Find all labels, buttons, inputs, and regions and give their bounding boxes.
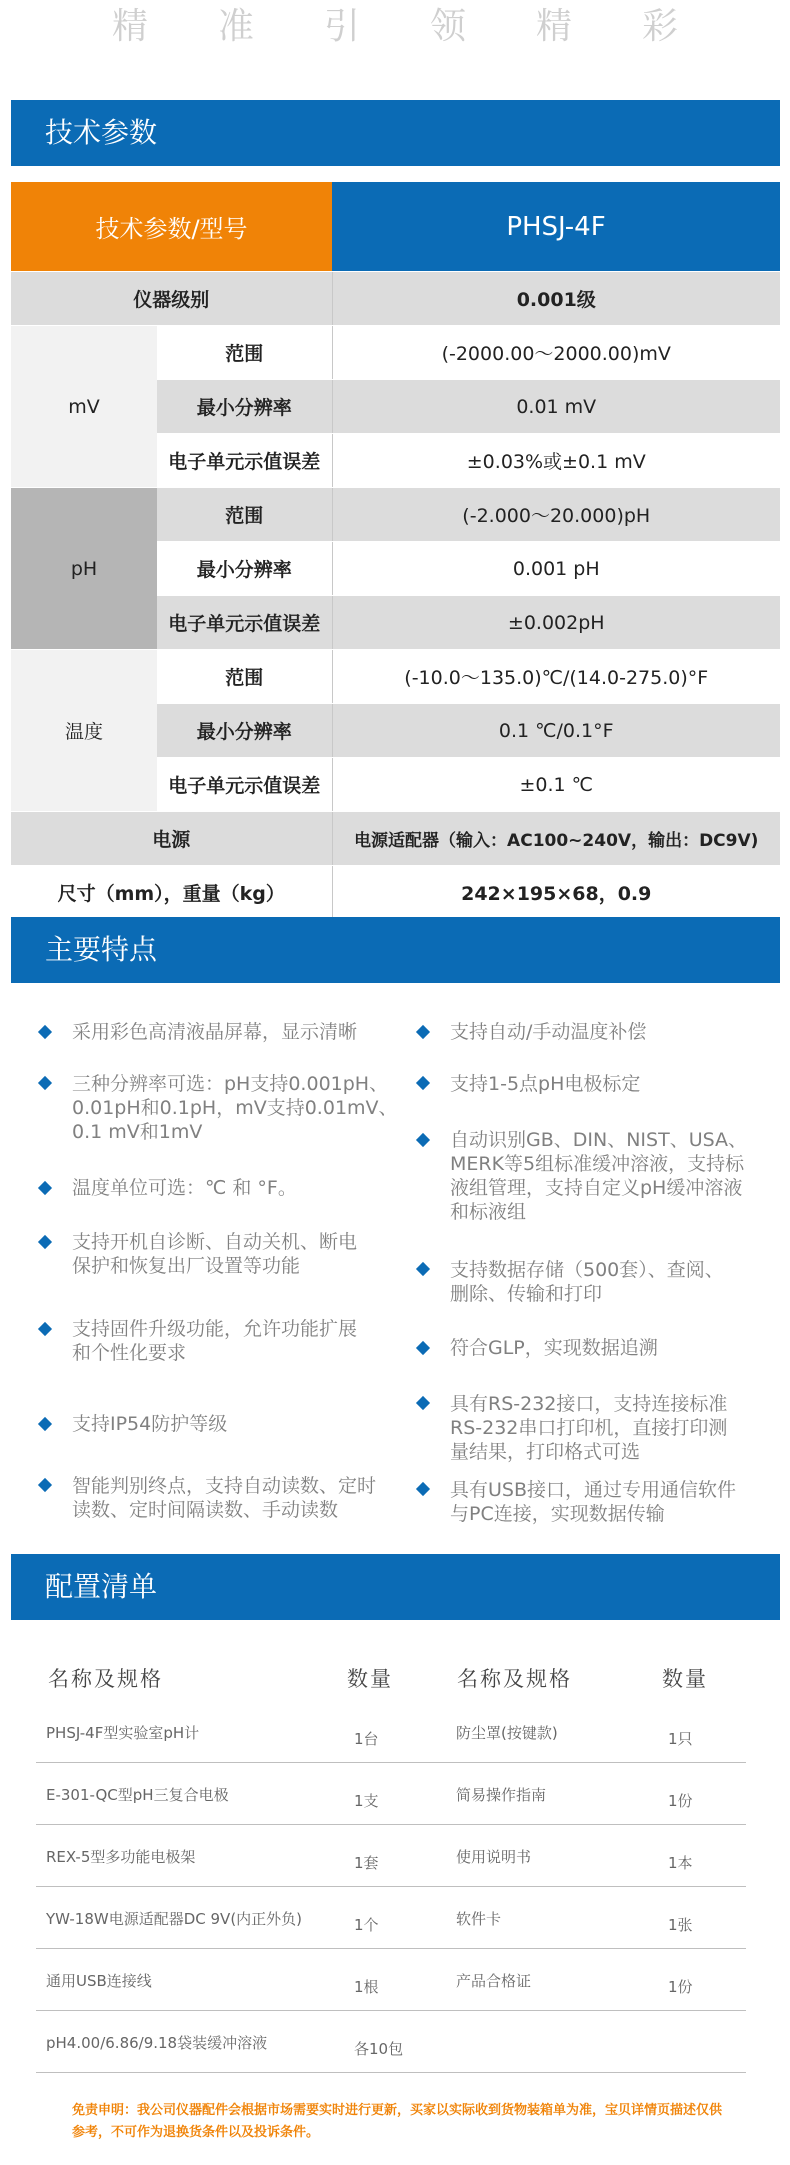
config-item-name: REX-5型多功能电极架 [46,1848,196,1866]
spec-value: 电源适配器（输入：AC100~240V，输出：DC9V) [332,812,780,866]
config-item-name: 使用说明书 [456,1848,532,1866]
feature-list [0,1010,790,1530]
spec-table [11,182,780,920]
feature-item: 支持开机自诊断、自动关机、断电 保护和恢复出厂设置等功能 [72,1231,358,1277]
slogan-banner [0,0,790,54]
config-row [36,1700,746,1763]
spec-label: 范围 [157,488,332,542]
bullet-icon [416,1076,430,1090]
config-item-qty: 1份 [668,1792,693,1810]
config-item-qty: 1份 [668,1978,693,1996]
feature-item: 支持固件升级功能，允许功能扩展 和个性化要求 [72,1318,358,1364]
spec-row-level [11,272,780,326]
config-row [36,1948,746,2011]
spec-header-left: 技术参数/型号 [11,182,332,272]
feature-item: 采用彩色高清液晶屏幕，显示清晰 [72,1021,358,1043]
config-row [36,2010,746,2073]
config-item-qty: 1张 [668,1916,693,1934]
spec-label: 最小分辨率 [157,542,332,596]
spec-value: 0.01 mV [332,380,780,434]
feature-item: 具有RS-232接口，支持连接标准 RS-232串口打印机，直接打印测 量结果，打印格式可选 [450,1393,728,1463]
config-item-qty: 1套 [354,1854,379,1872]
spec-value: 0.001级 [332,272,780,326]
bullet-icon [416,1482,430,1496]
spec-value: ±0.002pH [332,596,780,650]
spec-row-power [11,812,780,866]
slogan-char: 引 [323,6,360,47]
config-item-qty: 1根 [354,1978,379,1996]
spec-header-row [11,182,780,272]
bullet-icon [38,1235,52,1249]
slogan-char: 精 [536,6,573,47]
spec-row [11,488,780,542]
config-item-name: 防尘罩(按键款) [456,1724,558,1742]
spec-group-temp: 温度 [11,650,157,812]
bullet-icon [38,1478,52,1492]
config-item-name: 产品合格证 [456,1972,532,1990]
bullet-icon [416,1341,430,1355]
config-item-name: E-301-QC型pH三复合电极 [46,1786,229,1804]
spec-value: 0.001 pH [332,542,780,596]
config-row [36,1886,746,1949]
config-item-qty: 各10包 [354,2040,404,2058]
bullet-icon [38,1181,52,1195]
bullet-icon [416,1396,430,1410]
spec-value: 242×195×68，0.9 [332,866,780,920]
feature-item: 支持IP54防护等级 [72,1413,228,1435]
spec-label: 电子单元示值误差 [157,758,332,812]
feature-item: 支持自动/手动温度补偿 [450,1021,647,1043]
config-item-name: 通用USB连接线 [46,1972,152,1990]
config-head-qty: 数量 [662,1667,708,1691]
spec-label: 最小分辨率 [157,380,332,434]
section-title-tech: 技术参数 [11,100,780,166]
bullet-icon [38,1322,52,1336]
spec-label: 电子单元示值误差 [157,434,332,488]
config-head-name: 名称及规格 [457,1667,572,1691]
config-item-qty: 1只 [668,1730,693,1748]
config-item-name: PHSJ-4F型实验室pH计 [46,1724,200,1742]
spec-label: 范围 [157,650,332,704]
config-item-name: 简易操作指南 [456,1786,547,1804]
bullet-icon [416,1025,430,1039]
bullet-icon [416,1262,430,1276]
section-title-config: 配置清单 [11,1554,780,1620]
config-head-name: 名称及规格 [48,1667,163,1691]
spec-value: (-2000.00～2000.00)mV [332,326,780,380]
spec-value: (-10.0～135.0)℃/(14.0-275.0)°F [332,650,780,704]
bullet-icon [416,1133,430,1147]
slogan-char: 彩 [642,6,679,47]
spec-value: 0.1 ℃/0.1°F [332,704,780,758]
slogan-char: 准 [217,6,254,47]
slogan-char: 精 [111,6,148,47]
feature-item: 三种分辨率可选：pH支持0.001pH、 0.01pH和0.1pH，mV支持0.01mV、 0.1 mV和1mV [72,1073,398,1143]
feature-item: 自动识别GB、DIN、NIST、USA、 MERK等5组标准缓冲溶液，支持标 液组管理，支持自定义pH缓冲溶液 和标液组 [450,1129,748,1223]
feature-item: 符合GLP，实现数据追溯 [450,1337,658,1359]
spec-row [11,326,780,380]
spec-value: ±0.1 ℃ [332,758,780,812]
config-row [36,1762,746,1825]
slogan-char: 领 [430,6,467,47]
config-item-name: YW-18W电源适配器DC 9V(内正外负) [46,1910,303,1928]
feature-item: 温度单位可选：℃ 和 °F。 [72,1177,297,1199]
spec-label: 范围 [157,326,332,380]
spec-group-mv: mV [11,326,157,488]
spec-label: 仪器级别 [11,272,332,326]
disclaimer-text: 免责申明：我公司仪器配件会根据市场需要实时进行更新，买家以实际收到货物装箱单为准，宝贝详情页描述仅供参考，不可作为退换货条件以及投诉条件。 [72,2103,723,2140]
spec-label: 电源 [11,812,332,866]
spec-label: 尺寸（mm），重量（kg） [11,866,332,920]
spec-label: 最小分辨率 [157,704,332,758]
feature-item: 具有USB接口，通过专用通信软件 与PC连接，实现数据传输 [450,1479,737,1525]
config-item-qty: 1台 [354,1730,379,1748]
spec-value: ±0.03%或±0.1 mV [332,434,780,488]
feature-item: 智能判别终点，支持自动读数、定时 读数、定时间隔读数、手动读数 [72,1475,377,1521]
bullet-icon [38,1025,52,1039]
config-item-qty: 1支 [354,1792,379,1810]
spec-header-right: PHSJ-4F [332,182,780,272]
spec-group-ph: pH [11,488,157,650]
bullet-icon [38,1076,52,1090]
config-item-qty: 1个 [354,1916,379,1934]
feature-item: 支持数据存储（500套）、查阅、 删除、传输和打印 [450,1259,724,1305]
config-item-name: 软件卡 [456,1910,502,1928]
bullet-icon [38,1417,52,1431]
config-head-qty: 数量 [347,1667,393,1691]
config-row [36,1824,746,1887]
spec-row [11,650,780,704]
section-title-features: 主要特点 [11,917,780,983]
spec-row-size [11,866,780,920]
spec-value: (-2.000～20.000)pH [332,488,780,542]
feature-item: 支持1-5点pH电极标定 [450,1073,641,1095]
spec-label: 电子单元示值误差 [157,596,332,650]
config-item-name: pH4.00/6.86/9.18袋装缓冲溶液 [46,2034,268,2052]
config-item-qty: 1本 [668,1854,693,1872]
